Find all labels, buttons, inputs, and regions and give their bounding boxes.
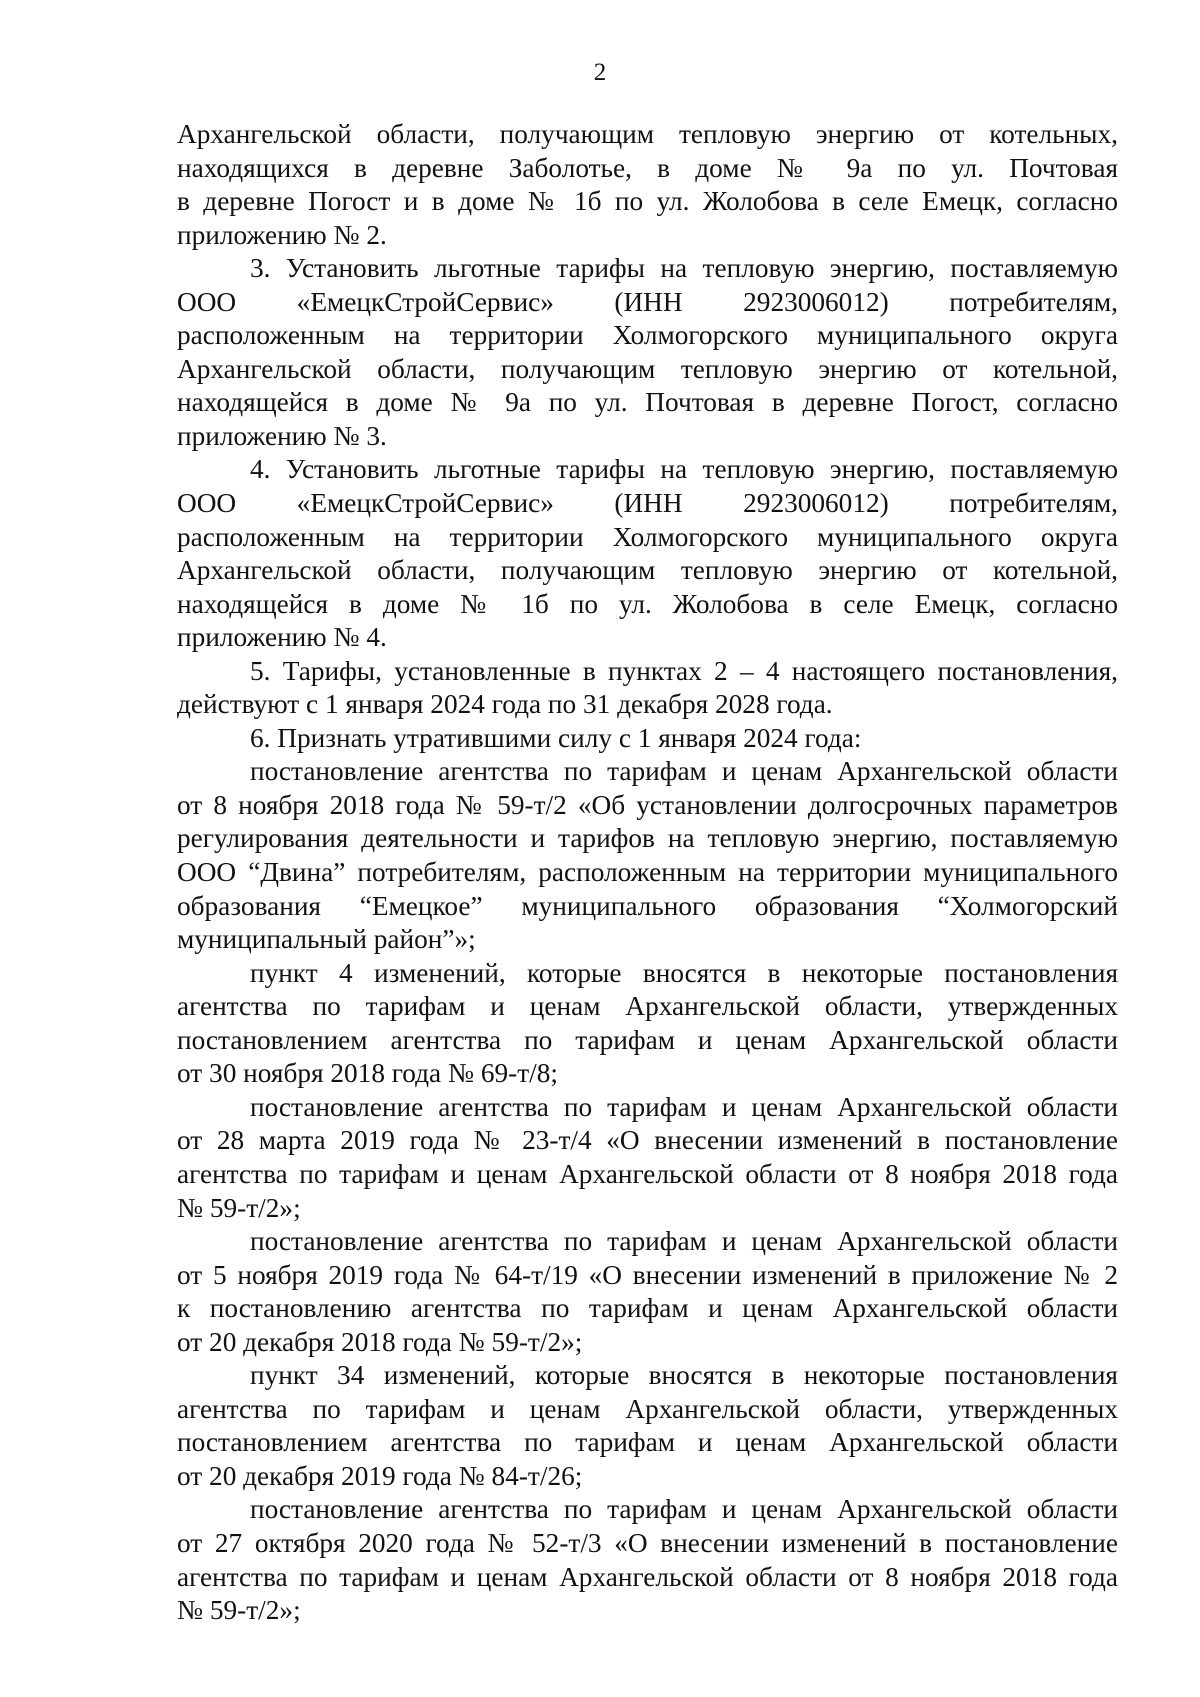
text-line: от 20 декабря 2018 года № 59-т/2»; (177, 1326, 583, 1357)
text-line: 5. Тарифы, установленные в пунктах 2 – 4 настоящего постановления, (250, 655, 1118, 686)
text-line: в деревне Погост и в доме № 1б по ул. Жолобова в селе Емецк, согласно (177, 186, 1118, 217)
text-line: постановление агентства по тарифам и ценам Архангельской области (250, 1226, 1118, 1257)
page-number: 2 (593, 59, 607, 86)
paragraph-p4 (177, 453, 1118, 654)
paragraph-p6 (177, 722, 1118, 756)
text-line: агентства по тарифам и ценам Архангельской области, утвержденных (177, 991, 1118, 1022)
text-line: приложению № 3. (177, 420, 387, 451)
text-line: Архангельской области, получающим тепловую энергию от котельной, (177, 353, 1118, 384)
paragraph-p6-5 (177, 1359, 1118, 1493)
text-line: от 28 марта 2019 года № 23-т/4 «О внесении изменений в постановление (177, 1125, 1118, 1156)
text-line: от 5 ноября 2019 года № 64-т/19 «О внесении изменений в приложение № 2 (177, 1259, 1118, 1290)
paragraph-p6-3 (177, 1091, 1118, 1225)
text-line: ООО «ЕмецкСтройСервис» (ИНН 2923006012) потребителям, (177, 488, 1118, 519)
text-line: приложению № 2. (177, 219, 387, 250)
text-line: агентства по тарифам и ценам Архангельской области от 8 ноября 2018 года (177, 1158, 1118, 1189)
text-line: муниципальный район”»; (177, 924, 476, 955)
text-line: расположенным на территории Холмогорского муниципального округа (177, 521, 1118, 552)
text-line: образования “Емецкое” муниципального образования “Холмогорский (177, 890, 1118, 921)
text-line: 3. Установить льготные тарифы на тепловую энергию, поставляемую (250, 253, 1118, 284)
paragraph-p-cont (177, 118, 1118, 252)
text-line: агентства по тарифам и ценам Архангельской области от 8 ноября 2018 года (177, 1561, 1118, 1592)
text-line: находящихся в деревне Заболотье, в доме № 9а по ул. Почтовая (177, 152, 1118, 183)
text-line: приложению № 4. (177, 622, 387, 653)
paragraph-p3 (177, 252, 1118, 453)
document-body (177, 118, 1118, 1628)
text-line: постановлением агентства по тарифам и ценам Архангельской области (177, 1427, 1118, 1458)
text-line: пункт 4 изменений, которые вносятся в некоторые постановления (250, 957, 1118, 988)
text-line: регулирования деятельности и тарифов на тепловую энергию, поставляемую (177, 823, 1118, 854)
text-line: 4. Установить льготные тарифы на тепловую энергию, поставляемую (250, 454, 1118, 485)
text-line: постановление агентства по тарифам и ценам Архангельской области (250, 756, 1118, 787)
text-line: находящейся в доме № 1б по ул. Жолобова в селе Емецк, согласно (177, 588, 1118, 619)
text-line: агентства по тарифам и ценам Архангельской области, утвержденных (177, 1393, 1118, 1424)
text-line: расположенным на территории Холмогорского муниципального округа (177, 320, 1118, 351)
text-line: от 30 ноября 2018 года № 69-т/8; (177, 1058, 558, 1089)
text-line: постановлением агентства по тарифам и ценам Архангельской области (177, 1024, 1118, 1055)
text-line: ООО «ЕмецкСтройСервис» (ИНН 2923006012) потребителям, (177, 286, 1118, 317)
text-line: № 59-т/2»; (177, 1595, 301, 1626)
text-line: от 20 декабря 2019 года № 84-т/26; (177, 1460, 583, 1491)
text-line: 6. Признать утратившими силу с 1 января 2024 года: (250, 722, 862, 753)
text-line: действуют с 1 января 2024 года по 31 декабря 2028 года. (177, 689, 833, 720)
text-line: от 27 октября 2020 года № 52-т/3 «О внесении изменений в постановление (177, 1527, 1118, 1558)
paragraph-p6-1 (177, 755, 1118, 956)
paragraph-p6-4 (177, 1225, 1118, 1359)
text-line: Архангельской области, получающим тепловую энергию от котельной, (177, 555, 1118, 586)
text-line: постановление агентства по тарифам и ценам Архангельской области (250, 1091, 1118, 1122)
paragraph-p5 (177, 655, 1118, 722)
paragraph-p6-2 (177, 957, 1118, 1091)
text-line: ООО “Двина” потребителям, расположенным на территории муниципального (177, 857, 1118, 888)
text-line: № 59-т/2»; (177, 1192, 301, 1223)
text-line: постановление агентства по тарифам и ценам Архангельской области (250, 1494, 1118, 1525)
text-line: находящейся в доме № 9а по ул. Почтовая в деревне Погост, согласно (177, 387, 1118, 418)
text-line: пункт 34 изменений, которые вносятся в некоторые постановления (250, 1360, 1118, 1391)
text-line: к постановлению агентства по тарифам и ценам Архангельской области (177, 1293, 1118, 1324)
paragraph-p6-6 (177, 1493, 1118, 1627)
text-line: от 8 ноября 2018 года № 59-т/2 «Об установлении долгосрочных параметров (177, 789, 1118, 820)
text-line: Архангельской области, получающим тепловую энергию от котельных, (177, 119, 1118, 149)
